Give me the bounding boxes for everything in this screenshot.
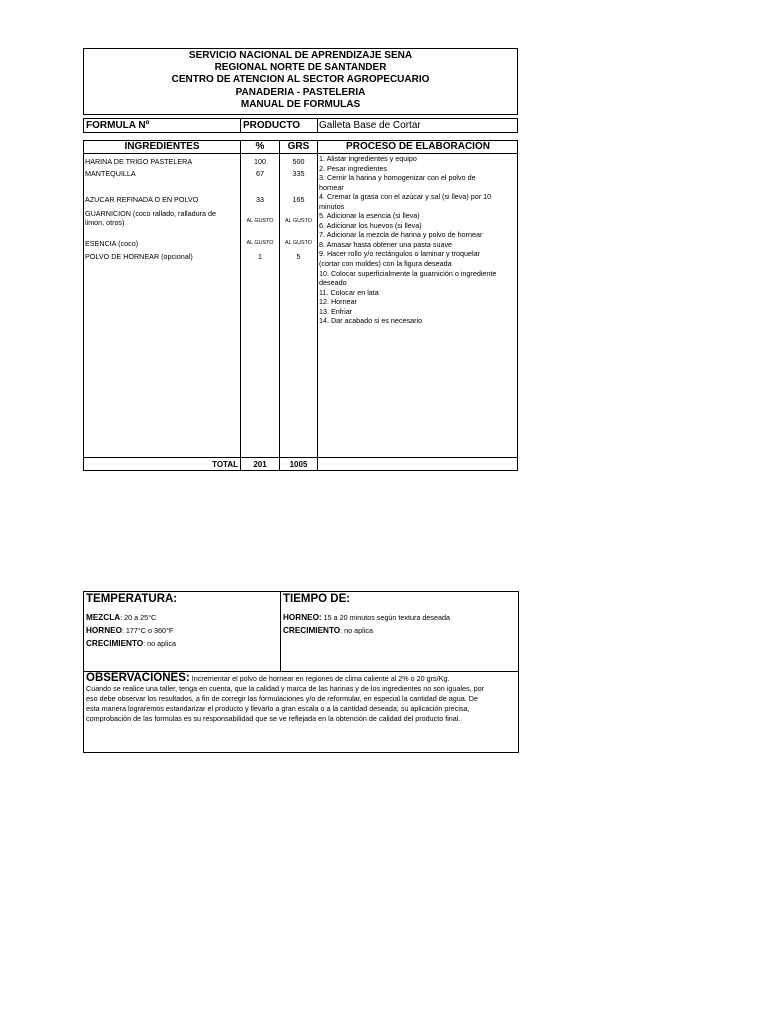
ingredient-percent: 1	[258, 252, 262, 261]
observaciones-line: esta manera lograremos estandarizar el producto y llevarlo a gran escala o a la cantidad deseada; su aplicación precisa,	[86, 704, 470, 713]
process-step: 1. Alistar ingredientes y equipo	[319, 154, 417, 163]
ingredient-name: HARINA DE TRIGO PASTELERA	[85, 157, 193, 166]
conditions-box	[83, 591, 519, 753]
ingredient-grams: 500	[292, 157, 305, 166]
center-name: CENTRO DE ATENCION AL SECTOR AGROPECUARIO	[171, 74, 430, 86]
process-step: 13. Enfriar	[319, 306, 353, 316]
regional-name: REGIONAL NORTE DE SANTANDER	[214, 62, 387, 74]
process-step: 8. Amasar hasta obtener una pasta suave	[319, 239, 453, 249]
process-step: 12. Hornear	[319, 297, 357, 307]
document-header	[83, 48, 518, 115]
process-step: 7. Adicionar la mezcla de harina y polvo de hornear	[319, 230, 483, 240]
temperatura-title: TEMPERATURA:	[86, 593, 178, 605]
process-step: hornear	[319, 182, 344, 192]
tiempo-title: TIEMPO DE:	[283, 593, 351, 605]
total-divider	[84, 457, 517, 458]
manual-title: MANUAL DE FORMULAS	[240, 98, 361, 110]
process-step: 5. Adicionar la esencia (si lleva)	[319, 211, 420, 221]
crecimiento-temp-row	[86, 633, 176, 651]
process-step: 6. Adicionar los huevos (si lleva)	[319, 220, 422, 230]
ingredient-grams: AL GUSTO	[285, 240, 312, 246]
column-divider	[317, 119, 318, 132]
process-step: (cortar con moldes) con la figura deseada	[319, 259, 452, 269]
ingredient-percent: AL GUSTO	[246, 240, 274, 246]
area-name: PANADERIA - PASTELERIA	[235, 86, 366, 98]
process-step: 2. Pesar ingredientes	[319, 163, 387, 173]
total-label: TOTAL	[212, 460, 238, 469]
ingredient-name: MANTEQUILLA	[85, 169, 136, 178]
horneo-time-label: HORNEO:	[283, 613, 322, 622]
header-proceso: PROCESO DE ELABORACION	[346, 141, 490, 152]
ingredient-percent: 67	[256, 169, 264, 178]
header-grs: GRS	[287, 141, 310, 152]
producto-value: Galleta Base de Cortar	[319, 120, 421, 131]
mezcla-value: : 20 a 25°C	[120, 613, 157, 622]
observaciones-section	[86, 673, 516, 724]
horneo-temp-label: HORNEO	[86, 626, 122, 635]
producto-label: PRODUCTO	[243, 120, 301, 131]
process-step: 11. Colocar en lata	[319, 287, 379, 297]
crecimiento-time-row	[283, 620, 373, 638]
crecimiento-temp-value: : no aplica	[143, 639, 176, 648]
column-divider	[240, 119, 241, 132]
ingredient-name: AZUCAR REFINADA O EN POLVO	[85, 195, 199, 204]
horneo-time-value: 15 a 20 minutos según textura deseada	[321, 613, 450, 622]
total-grams: 1005	[289, 460, 308, 469]
institution-name: SERVICIO NACIONAL DE APRENDIZAJE SENA	[188, 50, 413, 61]
ingredient-name: POLVO DE HORNEAR (opcional)	[85, 252, 193, 261]
observaciones-line: comprobación de las formulas es su responsabilidad que se ve reflejada en la obtención de calidad del producto final.	[86, 714, 461, 723]
process-step: 14. Dar acabado si es necesario	[319, 316, 423, 326]
column-divider	[279, 141, 280, 470]
ingredient-name: GUARNICION (coco rallado, ralladura de limon, otros)	[85, 209, 217, 227]
ingredient-grams: 5	[296, 252, 301, 261]
observaciones-line: eso debe observar los resultados, a fin de corregir las formulaciones y/o de reformular, en especial la cantidad de agua. De	[86, 694, 478, 703]
crecimiento-temp-label: CRECIMIENTO	[86, 639, 144, 648]
observaciones-title: OBSERVACIONES:	[86, 672, 190, 684]
ingredient-grams: 165	[292, 195, 305, 204]
process-step: 10. Colocar superficialmente la guarnición o ingrediente	[319, 268, 497, 278]
formula-label: FORMULA Nº	[86, 120, 150, 131]
mezcla-label: MEZCLA	[86, 613, 121, 622]
horneo-temp-value: : 177°C o 360°F	[121, 626, 174, 635]
column-divider	[317, 141, 318, 470]
ingredient-name: ESENCIA (coco)	[85, 239, 139, 248]
header-percent: %	[255, 141, 265, 152]
process-step: 3. Cernir la harina y homogenizar con el polvo de	[319, 173, 476, 183]
column-divider	[280, 592, 281, 671]
formula-product-row	[83, 118, 518, 133]
ingredient-grams: 335	[292, 169, 305, 178]
process-step: 4. Cremar la grasa con el azúcar y sal (si lleva) por 10	[319, 192, 492, 202]
ingredient-grams: AL GUSTO	[285, 218, 312, 224]
process-steps	[319, 154, 518, 326]
ingredient-percent: AL GUSTO	[246, 218, 274, 224]
ingredient-percent: 100	[254, 157, 266, 166]
column-divider	[240, 141, 241, 470]
observaciones-line: Cuando se realice una taller, tenga en cuenta, que la calidad y marca de las harinas y de los ingredientes no son iguales, por	[86, 684, 484, 693]
process-step: 9. Hacer rollo y/o rectángulos o laminar y troquelar	[319, 249, 480, 259]
observaciones-first: Incrementar el polvo de hornear en regiones de clima caliente al 2% o 20 grs/Kg.	[189, 674, 450, 683]
ingredients-table	[83, 140, 518, 471]
crecimiento-time-value: : no aplica	[340, 626, 373, 635]
total-percent: 201	[253, 460, 267, 469]
process-step: minutos	[319, 201, 345, 211]
header-ingredientes: INGREDIENTES	[124, 141, 200, 152]
observaciones-first-line	[86, 673, 516, 684]
crecimiento-time-label: CRECIMIENTO	[283, 626, 341, 635]
process-step: deseado	[319, 278, 347, 288]
ingredient-percent: 33	[256, 195, 264, 204]
